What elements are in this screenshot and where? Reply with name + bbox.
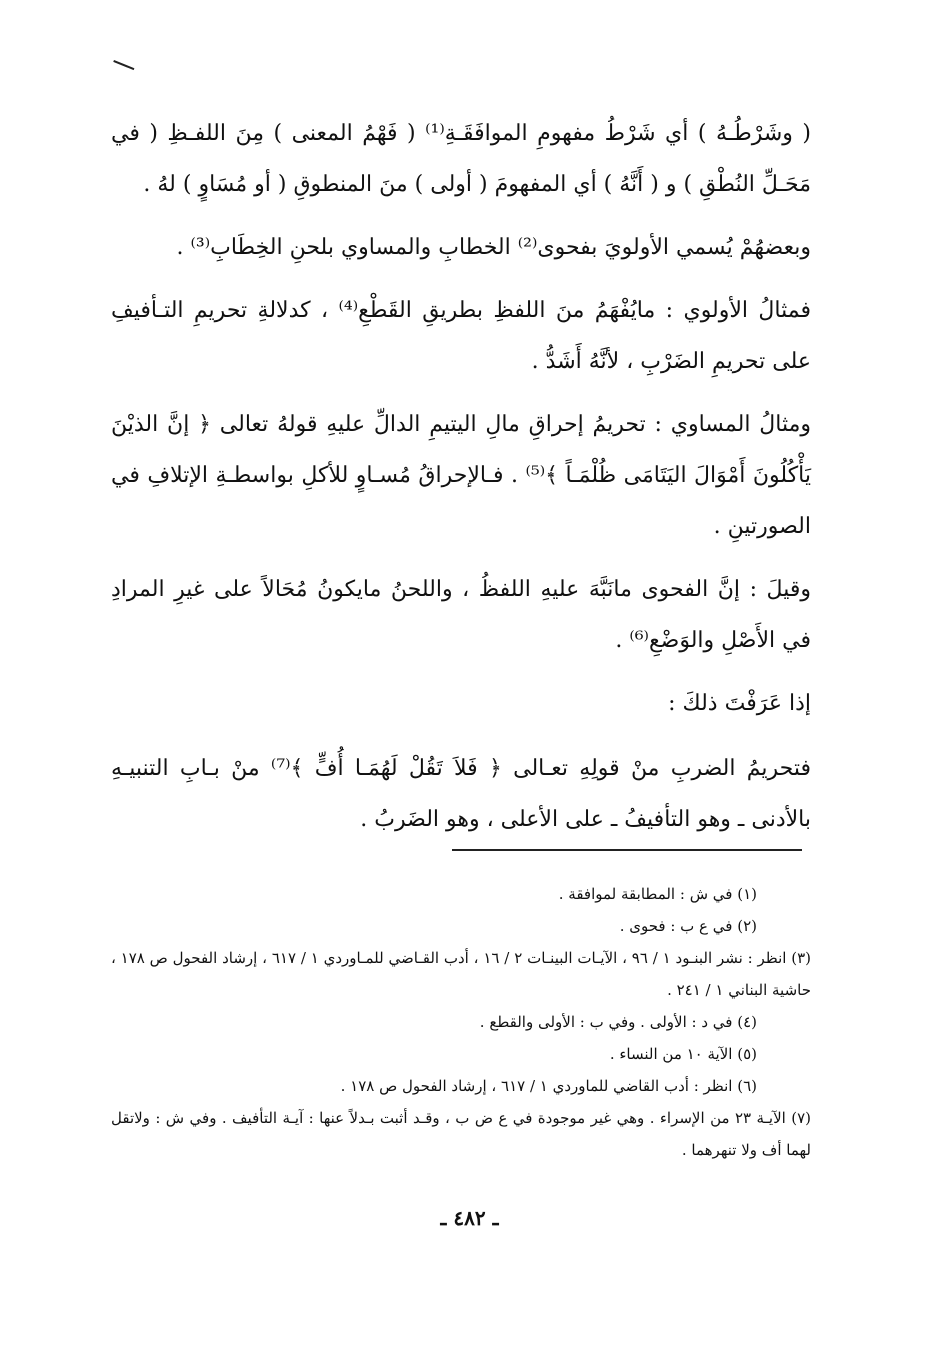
paragraph-2: وبعضهُمْ يُسمي الأولويَ بفحوى⁽²⁾ الخطابِ والمساوي بلحنِ الخِطَابِ⁽³⁾ .: [176, 235, 811, 260]
paragraph-4: ومثالُ المساوي : تحريمُ إحراقِ مالِ اليتيمِ الدالِّ عليهِ قولهُ تعالى ﴿ إنَّ الذيْنَ يَأْكُلُونَ أَمْوَالَ اليَتَامَى ظُلْمَـاً ﴾⁽⁵⁾ . فـالإحراقُ مُسـاوٍ للأكلِ بواسطـةِ الإتلافِ في الصورتينِ .: [111, 412, 811, 539]
corner-mark: [109, 60, 135, 81]
footnote-6: (٦) انظر : أدب القاضي للماوردي ١ / ٦١٧ ، إرشاد الفحول ص ١٧٨ .: [340, 1077, 757, 1095]
paragraph-7: فتحريمُ الضربِ منْ قولِهِ تعـالى ﴿ فَلاَ تَقُلْ لَهُمَـا أُفٍّ ﴾⁽⁷⁾ منْ بـابِ التنبيـهِ بالأدنى ـ وهو التأفيفُ ـ على الأعلى ، وهو الضَربُ .: [111, 756, 812, 832]
main-text: [111, 108, 811, 857]
page-number: ـ ٤٨٢ ـ: [440, 1206, 499, 1230]
footnote-5: (٥) الآية ١٠ من النساء .: [609, 1045, 757, 1063]
footnotes: [111, 878, 811, 1166]
footnote-4: (٤) في د : الأولى . وفي ب : الأولى والقطع .: [479, 1013, 757, 1031]
paragraph-3: فمثالُ الأولوي : مايُفْهَمُ منَ اللفظِ بطريقِ القَطْعِ⁽⁴⁾ ، كدلالةِ تحريمِ التـأفيفِ على تحريمِ الضَرْبِ ، لأنَّهُ أَشَدُّ .: [111, 298, 811, 374]
paragraph-6: إذا عَرَفْتَ ذلكَ :: [668, 691, 811, 716]
paragraph-5: وقيلَ : إنَّ الفحوى مانَبَّهَ عليهِ اللفظُ ، واللحنُ مايكونُ مُحَالاً على غيرِ المرادِ في الأَصْلِ والوَضْعِ⁽⁶⁾ .: [111, 577, 811, 653]
paragraph-1: ( وشَرْطُـهُ ) أي شَرْطُ مفهومِ الموافَقَـةِ⁽¹⁾ ( فَهْمُ المعنى ) مِنَ اللفـظِ ( في مَحَـلِّ النُطْقِ ) و ( أَنَّهُ ) أي المفهومَ ( أولى ) منَ المنطوقِ ( أو مُسَاوٍ ) لهُ .: [111, 121, 811, 197]
footnote-7: (٧) الآيـة ٢٣ من الإسراء . وهي غير موجودة في ع ض ب ، وقـد أثبت بـدلاً عنها : آيـة التأفيف . وفي ش : ولاتقل لهما أف ولا تنهرهما .: [111, 1109, 811, 1159]
footnote-3: (٣) انظر : نشر البنـود ١ / ٩٦ ، الآيـات البينـات ٢ / ١٦ ، أدب القـاضي للمـاوردي ١ / ٦١٧ ، إرشاد الفحول ص ١٧٨ ، حاشية البناني ١ / ٢٤١ .: [111, 949, 812, 999]
footnote-divider: [452, 849, 802, 851]
footnote-1: (١) في ش : المطابقة لموافقة .: [558, 885, 757, 903]
footnote-2: (٢) في ع ب : فحوى .: [619, 917, 757, 935]
